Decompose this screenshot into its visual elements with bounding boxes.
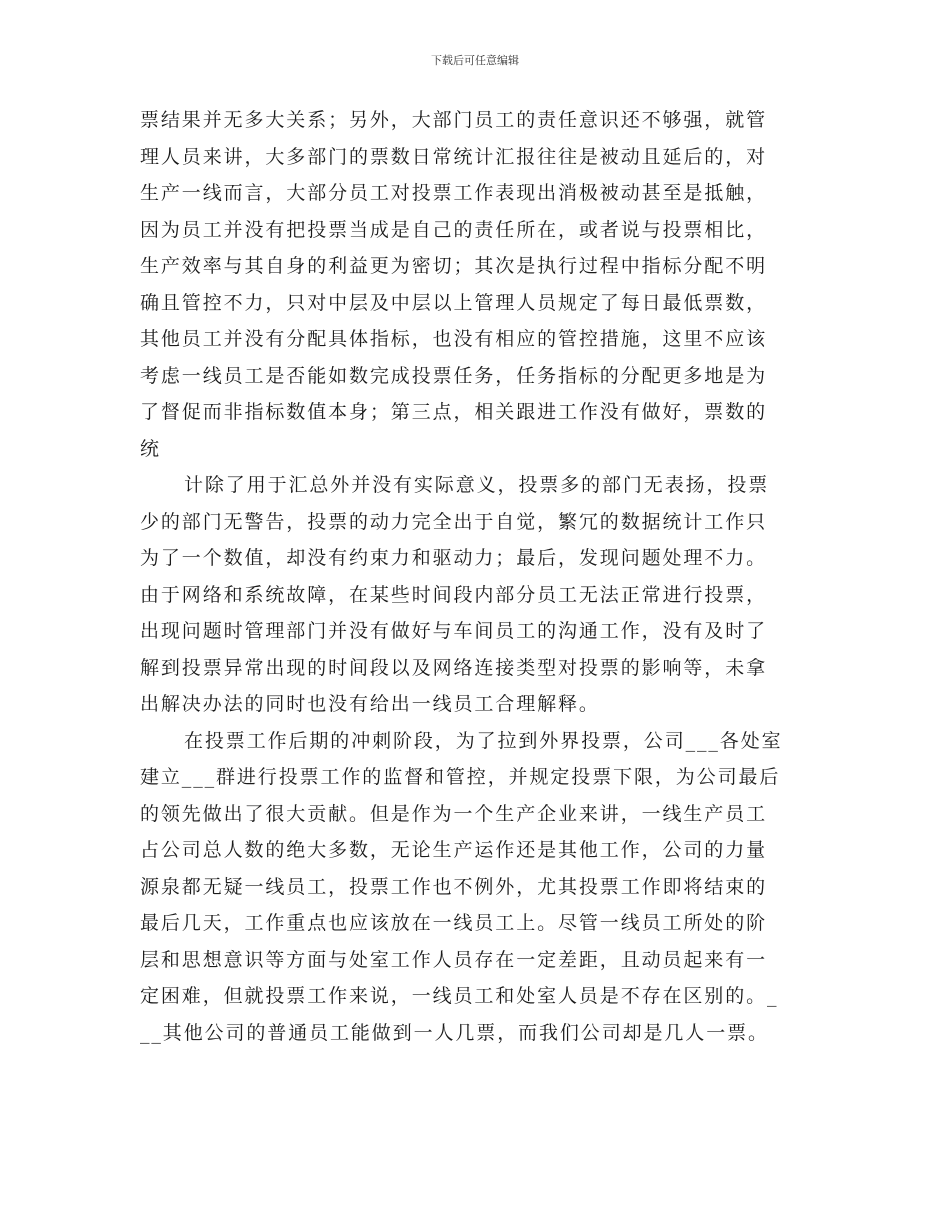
paragraph-1: [140, 102, 815, 467]
text-line: 定困难，但就投票工作来说，一线员工和处室人员是不存在区别的。_: [140, 985, 779, 1007]
text-line: 源泉都无疑一线员工，投票工作也不例外，尤其投票工作即将结束的: [140, 875, 768, 898]
text-line: 建立___群进行投票工作的监督和管控，并规定投票下限，为公司最后: [140, 766, 781, 788]
text-line: 确且管控不力，只对中层及中层以上管理人员规定了每日最低票数，: [140, 291, 768, 314]
text-line: 由于网络和系统故障，在某些时间段内部分员工无法正常进行投票，: [140, 583, 768, 606]
page-header: 下载后可任意编辑: [431, 54, 519, 67]
text-line: 了督促而非指标数值本身；第三点，相关跟进工作没有做好，票数的: [140, 401, 768, 423]
text-line: 解到投票异常出现的时间段以及网络连接类型对投票的影响等，未拿: [140, 656, 768, 679]
text-line: 占公司总人数的绝大多数，无论生产运作还是其他工作，公司的力量: [140, 839, 768, 861]
text-line: 最后几天，工作重点也应该放在一线员工上。尽管一线员工所处的阶: [140, 912, 768, 934]
text-line: 因为员工并没有把投票当成是自己的责任所在，或者说与投票相比，: [140, 218, 768, 241]
document-body: [140, 102, 815, 1051]
text-line: 为了一个数值，却没有约束力和驱动力；最后，发现问题处理不力。: [140, 547, 768, 569]
text-line: __其他公司的普通员工能做到一人几票，而我们公司却是几人一票。: [140, 1021, 769, 1044]
text-line: 少的部门无警告，投票的动力完全出于自觉，繁冗的数据统计工作只: [140, 510, 768, 533]
text-line: 计除了用于汇总外并没有实际意义，投票多的部门无表扬，投票: [184, 474, 770, 496]
text-line: 生产一线而言，大部分员工对投票工作表现出消极被动甚至是抵触，: [140, 182, 768, 204]
text-line: 理人员来讲，大多部门的票数日常统计汇报往往是被动且延后的，对: [140, 145, 768, 168]
text-line: 其他员工并没有分配具体指标，也没有相应的管控措施，这里不应该: [140, 328, 768, 350]
paragraph-2: [140, 467, 815, 723]
text-line: 票结果并无多大关系；另外，大部门员工的责任意识还不够强，就管: [140, 109, 768, 131]
text-line: 出现问题时管理部门并没有做好与车间员工的沟通工作，没有及时了: [140, 620, 768, 642]
text-line: 的领先做出了很大贡献。但是作为一个生产企业来讲，一线生产员工: [140, 802, 768, 825]
text-line: 生产效率与其自身的利益更为密切；其次是执行过程中指标分配不明: [140, 255, 768, 277]
text-line: 出解决办法的同时也没有给出一线员工合理解释。: [140, 693, 600, 715]
text-line: 考虑一线员工是否能如数完成投票任务，任务指标的分配更多地是为: [140, 364, 768, 387]
text-line: 在投票工作后期的冲刺阶段，为了拉到外界投票，公司___各处室: [184, 729, 783, 752]
text-line: 层和思想意识等方面与处室工作人员存在一定差距，且动员起来有一: [140, 948, 768, 971]
paragraph-3: [140, 723, 815, 1052]
text-line: 统: [140, 437, 161, 460]
